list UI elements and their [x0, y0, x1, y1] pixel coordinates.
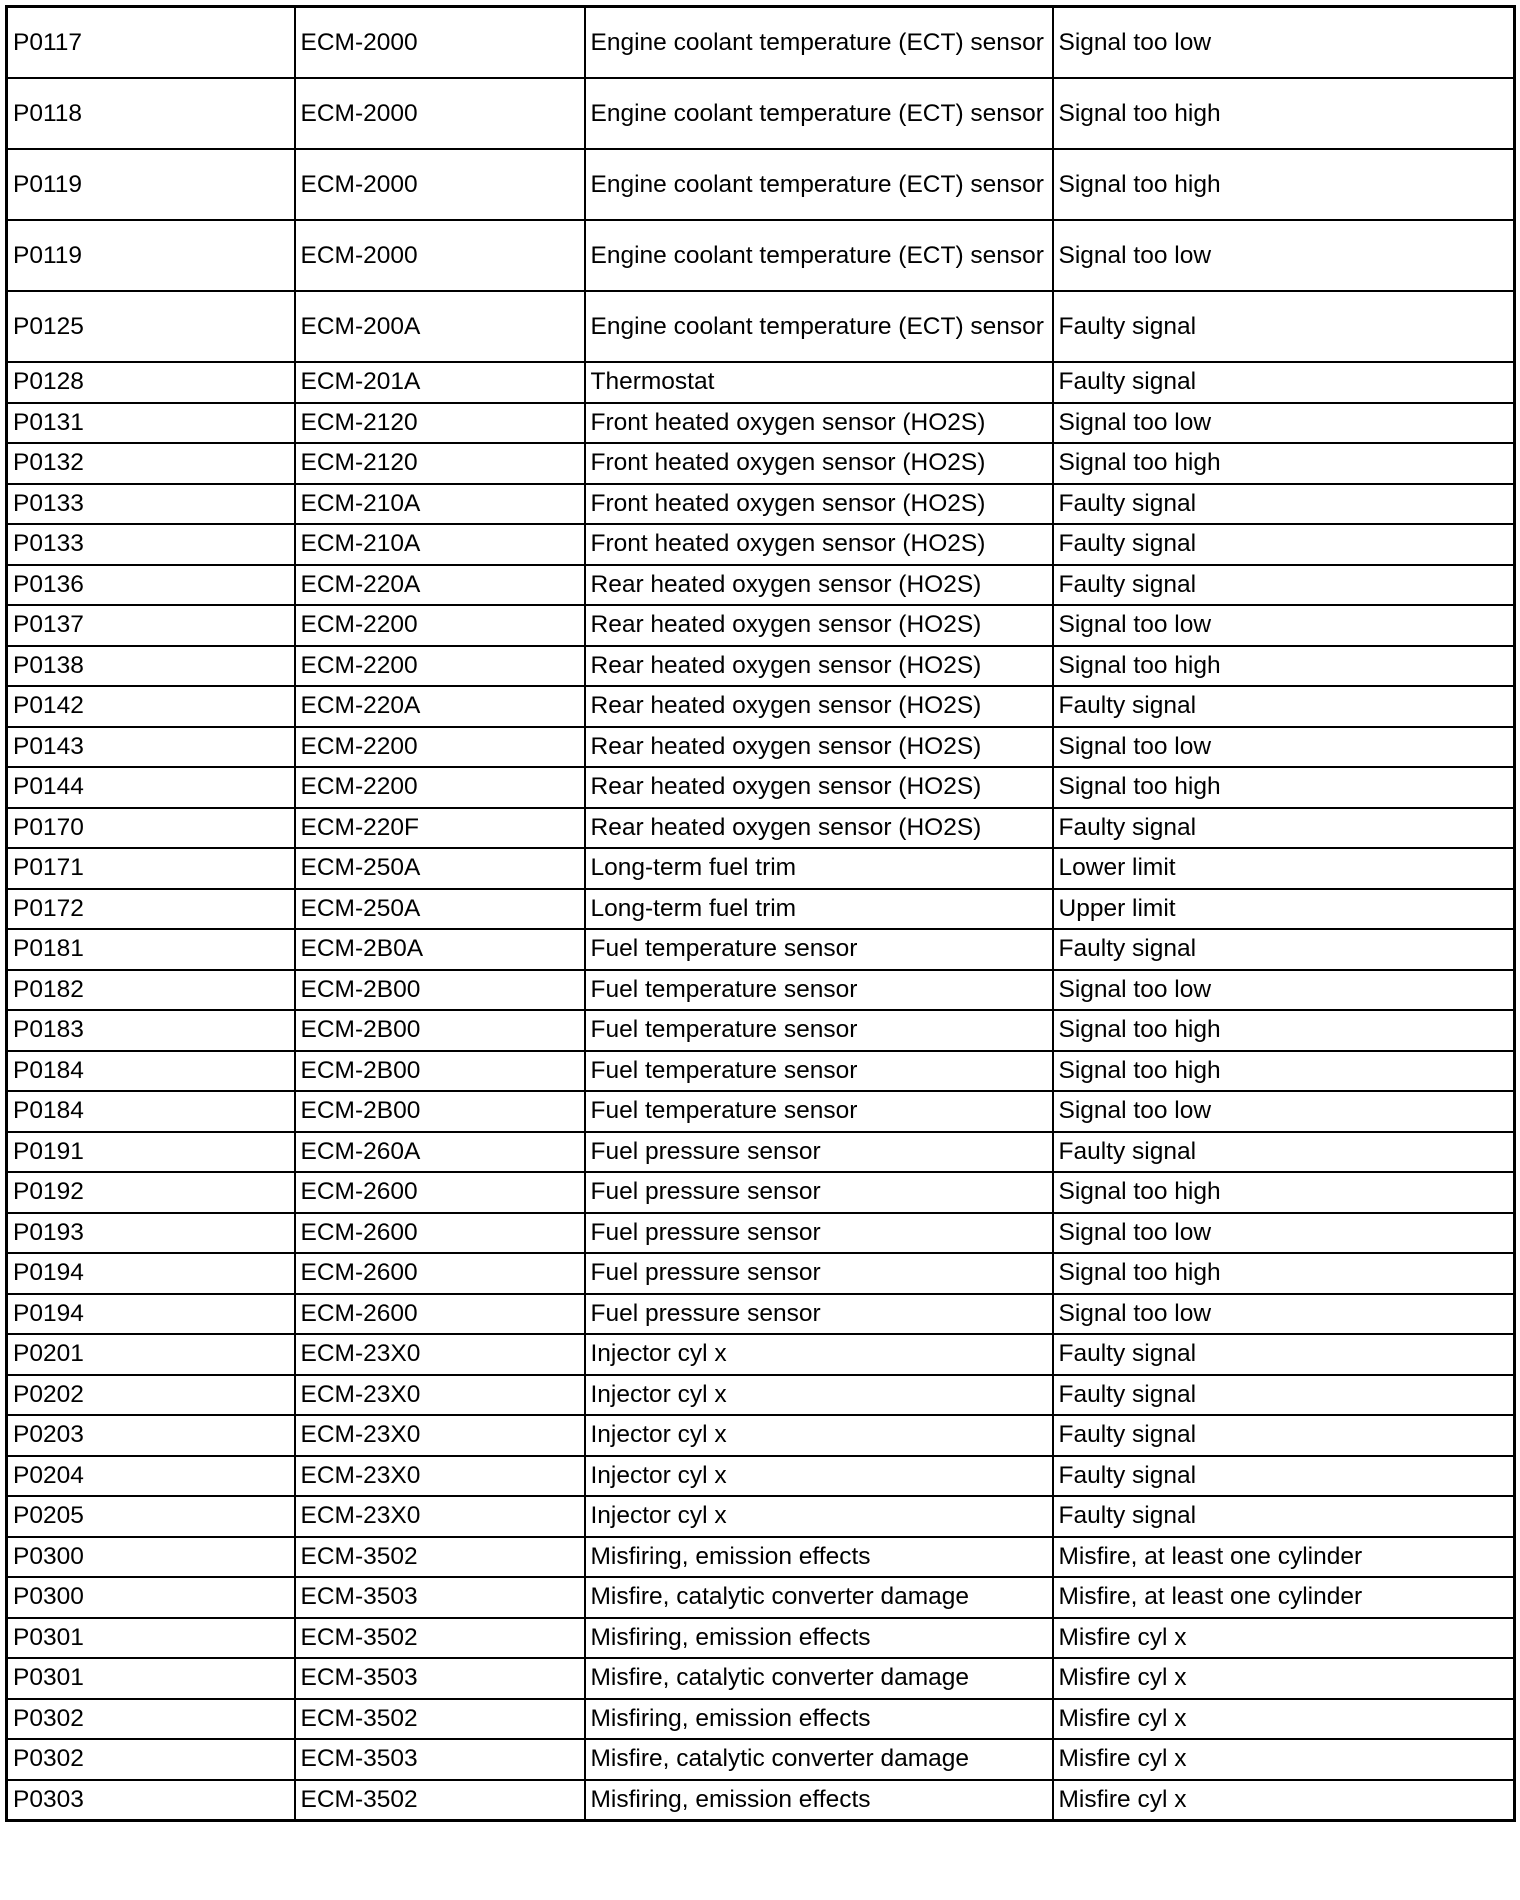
table-row	[7, 565, 1515, 606]
component-cell: Misfire, catalytic converter damage	[585, 1658, 1053, 1699]
ecm-id-cell: ECM-3502	[295, 1537, 585, 1578]
fault-type-cell: Faulty signal	[1053, 524, 1515, 565]
component-cell: Fuel temperature sensor	[585, 1091, 1053, 1132]
table-row	[7, 484, 1515, 525]
table-row	[7, 1618, 1515, 1659]
dtc-code-cell: P0302	[7, 1739, 295, 1780]
fault-type-cell: Faulty signal	[1053, 484, 1515, 525]
dtc-code-cell: P0125	[7, 291, 295, 362]
table-row	[7, 1658, 1515, 1699]
fault-type-cell: Signal too high	[1053, 78, 1515, 149]
ecm-id-cell: ECM-220F	[295, 808, 585, 849]
ecm-id-cell: ECM-2B00	[295, 1091, 585, 1132]
table-row	[7, 1172, 1515, 1213]
component-cell: Fuel temperature sensor	[585, 1010, 1053, 1051]
table-row	[7, 646, 1515, 687]
component-cell: Misfiring, emission effects	[585, 1780, 1053, 1821]
ecm-id-cell: ECM-2200	[295, 767, 585, 808]
ecm-id-cell: ECM-2600	[295, 1253, 585, 1294]
dtc-code-cell: P0303	[7, 1780, 295, 1821]
dtc-code-cell: P0193	[7, 1213, 295, 1254]
component-cell: Engine coolant temperature (ECT) sensor	[585, 291, 1053, 362]
table-row	[7, 362, 1515, 403]
component-cell: Engine coolant temperature (ECT) sensor	[585, 7, 1053, 79]
component-cell: Front heated oxygen sensor (HO2S)	[585, 484, 1053, 525]
table-row	[7, 443, 1515, 484]
fault-type-cell: Faulty signal	[1053, 565, 1515, 606]
fault-type-cell: Lower limit	[1053, 848, 1515, 889]
fault-type-cell: Signal too low	[1053, 970, 1515, 1011]
component-cell: Rear heated oxygen sensor (HO2S)	[585, 727, 1053, 768]
table-row	[7, 524, 1515, 565]
fault-type-cell: Faulty signal	[1053, 1334, 1515, 1375]
dtc-code-cell: P0118	[7, 78, 295, 149]
ecm-id-cell: ECM-2000	[295, 220, 585, 291]
component-cell: Engine coolant temperature (ECT) sensor	[585, 149, 1053, 220]
fault-type-cell: Signal too low	[1053, 7, 1515, 79]
component-cell: Rear heated oxygen sensor (HO2S)	[585, 565, 1053, 606]
component-cell: Front heated oxygen sensor (HO2S)	[585, 403, 1053, 444]
fault-type-cell: Signal too low	[1053, 1213, 1515, 1254]
fault-type-cell: Faulty signal	[1053, 1375, 1515, 1416]
table-row	[7, 727, 1515, 768]
ecm-id-cell: ECM-2B0A	[295, 929, 585, 970]
ecm-id-cell: ECM-23X0	[295, 1496, 585, 1537]
dtc-code-cell: P0144	[7, 767, 295, 808]
dtc-code-cell: P0119	[7, 220, 295, 291]
component-cell: Fuel temperature sensor	[585, 970, 1053, 1011]
table-row	[7, 1213, 1515, 1254]
table-row	[7, 767, 1515, 808]
dtc-code-cell: P0191	[7, 1132, 295, 1173]
fault-type-cell: Signal too high	[1053, 767, 1515, 808]
ecm-id-cell: ECM-3502	[295, 1699, 585, 1740]
fault-type-cell: Signal too low	[1053, 1294, 1515, 1335]
table-row	[7, 78, 1515, 149]
dtc-code-cell: P0201	[7, 1334, 295, 1375]
ecm-id-cell: ECM-2600	[295, 1172, 585, 1213]
dtc-code-cell: P0171	[7, 848, 295, 889]
table-row	[7, 1739, 1515, 1780]
table-row	[7, 7, 1515, 79]
component-cell: Rear heated oxygen sensor (HO2S)	[585, 646, 1053, 687]
ecm-id-cell: ECM-2120	[295, 403, 585, 444]
component-cell: Fuel pressure sensor	[585, 1172, 1053, 1213]
dtc-code-cell: P0300	[7, 1537, 295, 1578]
fault-type-cell: Signal too high	[1053, 646, 1515, 687]
ecm-id-cell: ECM-2200	[295, 605, 585, 646]
ecm-id-cell: ECM-23X0	[295, 1334, 585, 1375]
table-row	[7, 1415, 1515, 1456]
fault-type-cell: Signal too low	[1053, 220, 1515, 291]
component-cell: Front heated oxygen sensor (HO2S)	[585, 443, 1053, 484]
table-row	[7, 291, 1515, 362]
ecm-id-cell: ECM-2600	[295, 1294, 585, 1335]
fault-type-cell: Signal too high	[1053, 149, 1515, 220]
dtc-code-cell: P0182	[7, 970, 295, 1011]
component-cell: Rear heated oxygen sensor (HO2S)	[585, 767, 1053, 808]
table-row	[7, 403, 1515, 444]
dtc-code-cell: P0133	[7, 524, 295, 565]
fault-type-cell: Faulty signal	[1053, 686, 1515, 727]
table-row	[7, 1537, 1515, 1578]
table-row	[7, 1577, 1515, 1618]
component-cell: Injector cyl x	[585, 1415, 1053, 1456]
table-row	[7, 848, 1515, 889]
fault-type-cell: Signal too high	[1053, 1172, 1515, 1213]
fault-type-cell: Signal too high	[1053, 1253, 1515, 1294]
table-row	[7, 1091, 1515, 1132]
dtc-code-cell: P0132	[7, 443, 295, 484]
fault-type-cell: Misfire cyl x	[1053, 1699, 1515, 1740]
ecm-id-cell: ECM-210A	[295, 524, 585, 565]
ecm-id-cell: ECM-2600	[295, 1213, 585, 1254]
dtc-table	[5, 5, 1516, 1822]
ecm-id-cell: ECM-3502	[295, 1780, 585, 1821]
fault-type-cell: Misfire cyl x	[1053, 1739, 1515, 1780]
ecm-id-cell: ECM-3502	[295, 1618, 585, 1659]
dtc-code-cell: P0300	[7, 1577, 295, 1618]
dtc-code-cell: P0181	[7, 929, 295, 970]
ecm-id-cell: ECM-260A	[295, 1132, 585, 1173]
table-row	[7, 220, 1515, 291]
dtc-code-cell: P0202	[7, 1375, 295, 1416]
table-row	[7, 1051, 1515, 1092]
component-cell: Fuel pressure sensor	[585, 1294, 1053, 1335]
component-cell: Misfire, catalytic converter damage	[585, 1577, 1053, 1618]
dtc-code-cell: P0131	[7, 403, 295, 444]
fault-type-cell: Faulty signal	[1053, 1496, 1515, 1537]
dtc-code-cell: P0119	[7, 149, 295, 220]
dtc-code-cell: P0142	[7, 686, 295, 727]
dtc-code-cell: P0138	[7, 646, 295, 687]
dtc-code-cell: P0172	[7, 889, 295, 930]
ecm-id-cell: ECM-2B00	[295, 970, 585, 1011]
fault-type-cell: Misfire cyl x	[1053, 1658, 1515, 1699]
dtc-code-cell: P0184	[7, 1051, 295, 1092]
component-cell: Injector cyl x	[585, 1334, 1053, 1375]
component-cell: Fuel pressure sensor	[585, 1132, 1053, 1173]
table-row	[7, 1010, 1515, 1051]
table-row	[7, 605, 1515, 646]
table-row	[7, 808, 1515, 849]
dtc-code-cell: P0205	[7, 1496, 295, 1537]
fault-type-cell: Upper limit	[1053, 889, 1515, 930]
dtc-code-cell: P0133	[7, 484, 295, 525]
fault-type-cell: Faulty signal	[1053, 929, 1515, 970]
fault-type-cell: Misfire cyl x	[1053, 1780, 1515, 1821]
fault-type-cell: Signal too low	[1053, 1091, 1515, 1132]
component-cell: Fuel temperature sensor	[585, 1051, 1053, 1092]
table-row	[7, 1456, 1515, 1497]
ecm-id-cell: ECM-200A	[295, 291, 585, 362]
ecm-id-cell: ECM-2000	[295, 78, 585, 149]
ecm-id-cell: ECM-23X0	[295, 1375, 585, 1416]
ecm-id-cell: ECM-250A	[295, 889, 585, 930]
dtc-code-cell: P0143	[7, 727, 295, 768]
ecm-id-cell: ECM-250A	[295, 848, 585, 889]
ecm-id-cell: ECM-3503	[295, 1577, 585, 1618]
dtc-code-cell: P0184	[7, 1091, 295, 1132]
component-cell: Injector cyl x	[585, 1456, 1053, 1497]
table-row	[7, 1375, 1515, 1416]
component-cell: Long-term fuel trim	[585, 889, 1053, 930]
fault-type-cell: Faulty signal	[1053, 362, 1515, 403]
ecm-id-cell: ECM-23X0	[295, 1456, 585, 1497]
table-row	[7, 149, 1515, 220]
table-row	[7, 1132, 1515, 1173]
component-cell: Thermostat	[585, 362, 1053, 403]
table-row	[7, 889, 1515, 930]
ecm-id-cell: ECM-3503	[295, 1658, 585, 1699]
dtc-code-cell: P0183	[7, 1010, 295, 1051]
table-row	[7, 929, 1515, 970]
dtc-code-cell: P0192	[7, 1172, 295, 1213]
component-cell: Injector cyl x	[585, 1375, 1053, 1416]
component-cell: Misfiring, emission effects	[585, 1537, 1053, 1578]
fault-type-cell: Faulty signal	[1053, 1415, 1515, 1456]
ecm-id-cell: ECM-220A	[295, 686, 585, 727]
fault-type-cell: Misfire, at least one cylinder	[1053, 1577, 1515, 1618]
dtc-code-cell: P0170	[7, 808, 295, 849]
fault-type-cell: Misfire, at least one cylinder	[1053, 1537, 1515, 1578]
fault-type-cell: Misfire cyl x	[1053, 1618, 1515, 1659]
ecm-id-cell: ECM-210A	[295, 484, 585, 525]
ecm-id-cell: ECM-2B00	[295, 1051, 585, 1092]
component-cell: Front heated oxygen sensor (HO2S)	[585, 524, 1053, 565]
ecm-id-cell: ECM-2120	[295, 443, 585, 484]
fault-type-cell: Faulty signal	[1053, 1456, 1515, 1497]
dtc-code-cell: P0204	[7, 1456, 295, 1497]
ecm-id-cell: ECM-2200	[295, 646, 585, 687]
dtc-code-cell: P0128	[7, 362, 295, 403]
ecm-id-cell: ECM-23X0	[295, 1415, 585, 1456]
table-row	[7, 1699, 1515, 1740]
component-cell: Rear heated oxygen sensor (HO2S)	[585, 686, 1053, 727]
component-cell: Long-term fuel trim	[585, 848, 1053, 889]
ecm-id-cell: ECM-2000	[295, 7, 585, 79]
dtc-table-body	[7, 7, 1515, 1821]
fault-type-cell: Signal too low	[1053, 605, 1515, 646]
component-cell: Misfiring, emission effects	[585, 1618, 1053, 1659]
ecm-id-cell: ECM-220A	[295, 565, 585, 606]
component-cell: Fuel temperature sensor	[585, 929, 1053, 970]
fault-type-cell: Signal too high	[1053, 1010, 1515, 1051]
table-row	[7, 1334, 1515, 1375]
component-cell: Engine coolant temperature (ECT) sensor	[585, 220, 1053, 291]
fault-type-cell: Signal too low	[1053, 727, 1515, 768]
component-cell: Misfire, catalytic converter damage	[585, 1739, 1053, 1780]
ecm-id-cell: ECM-2B00	[295, 1010, 585, 1051]
table-row	[7, 1294, 1515, 1335]
dtc-code-cell: P0301	[7, 1658, 295, 1699]
dtc-code-cell: P0194	[7, 1253, 295, 1294]
table-row	[7, 1496, 1515, 1537]
table-row	[7, 686, 1515, 727]
dtc-code-cell: P0137	[7, 605, 295, 646]
table-row	[7, 970, 1515, 1011]
ecm-id-cell: ECM-2000	[295, 149, 585, 220]
component-cell: Engine coolant temperature (ECT) sensor	[585, 78, 1053, 149]
ecm-id-cell: ECM-3503	[295, 1739, 585, 1780]
fault-type-cell: Faulty signal	[1053, 808, 1515, 849]
fault-type-cell: Signal too high	[1053, 1051, 1515, 1092]
component-cell: Fuel pressure sensor	[585, 1213, 1053, 1254]
dtc-code-cell: P0117	[7, 7, 295, 79]
component-cell: Rear heated oxygen sensor (HO2S)	[585, 808, 1053, 849]
fault-type-cell: Signal too high	[1053, 443, 1515, 484]
page	[5, 5, 1516, 1822]
dtc-code-cell: P0136	[7, 565, 295, 606]
fault-type-cell: Faulty signal	[1053, 291, 1515, 362]
ecm-id-cell: ECM-2200	[295, 727, 585, 768]
table-row	[7, 1253, 1515, 1294]
fault-type-cell: Signal too low	[1053, 403, 1515, 444]
ecm-id-cell: ECM-201A	[295, 362, 585, 403]
dtc-code-cell: P0301	[7, 1618, 295, 1659]
fault-type-cell: Faulty signal	[1053, 1132, 1515, 1173]
component-cell: Misfiring, emission effects	[585, 1699, 1053, 1740]
component-cell: Rear heated oxygen sensor (HO2S)	[585, 605, 1053, 646]
component-cell: Fuel pressure sensor	[585, 1253, 1053, 1294]
dtc-code-cell: P0302	[7, 1699, 295, 1740]
dtc-code-cell: P0203	[7, 1415, 295, 1456]
component-cell: Injector cyl x	[585, 1496, 1053, 1537]
dtc-code-cell: P0194	[7, 1294, 295, 1335]
table-row	[7, 1780, 1515, 1821]
